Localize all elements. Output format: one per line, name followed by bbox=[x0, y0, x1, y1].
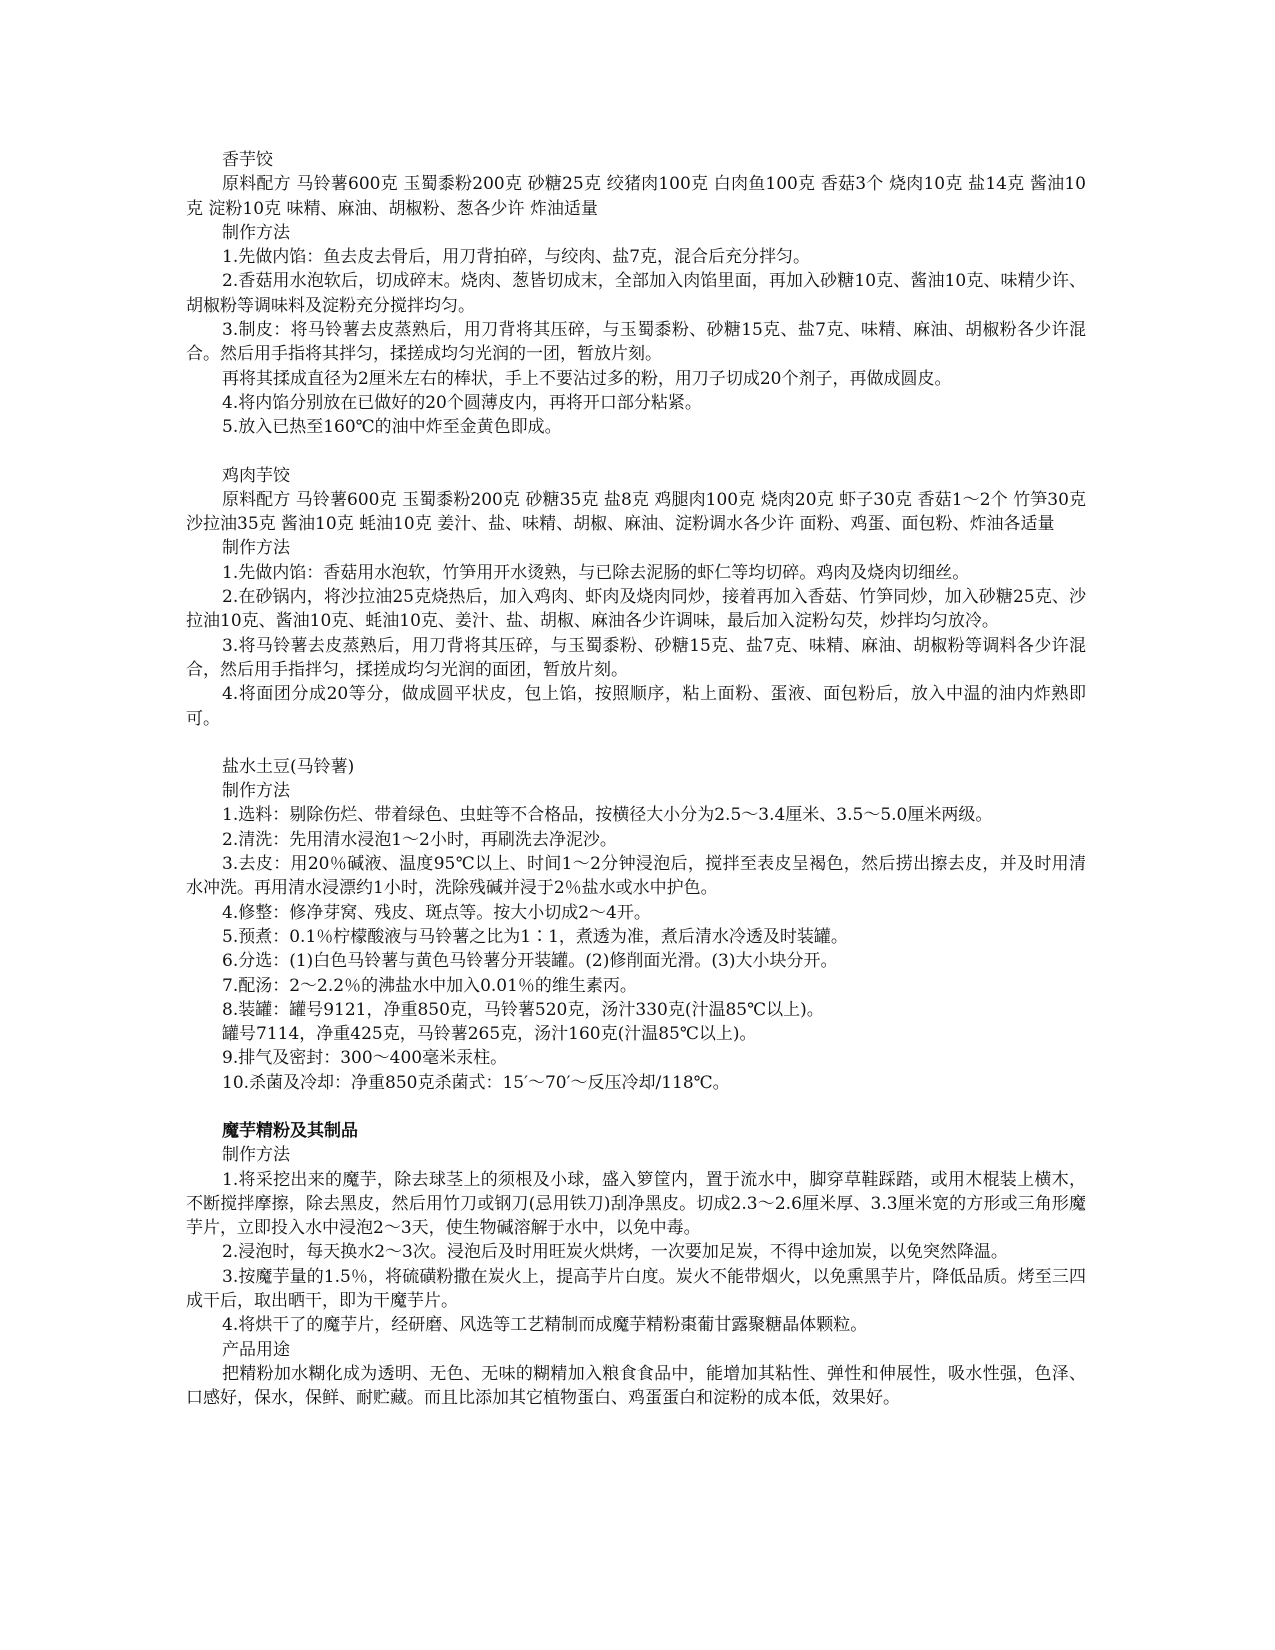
section-title: 鸡肉芋饺 bbox=[222, 465, 290, 486]
paragraph: 9.排气及密封：300～400毫米汞柱。 bbox=[222, 1048, 508, 1069]
paragraph: 4.将内馅分别放在已做好的20个圆薄皮内，再将开口部分粘紧。 bbox=[222, 392, 702, 413]
paragraph: 5.预煮：0.1％柠檬酸液与马铃薯之比为1∶1，煮透为准，煮后清水冷透及时装罐。 bbox=[222, 926, 848, 947]
paragraph: 6.分选：(1)白色马铃薯与黄色马铃薯分开装罐。(2)修削面光滑。(3)大小块分开。 bbox=[222, 951, 838, 972]
paragraph: 1.先做内馅：香菇用水泡软，竹笋用开水烫熟，与已除去泥肠的虾仁等均切碎。鸡肉及烧肉切细丝。 bbox=[222, 562, 970, 583]
paragraph: 1.选料：剔除伤烂、带着绿色、虫蛀等不合格品，按横径大小分为2.5～3.4厘米、3.5～5.0厘米两级。 bbox=[222, 805, 993, 826]
paragraph: 原料配方 马铃薯600克 玉蜀黍粉200克 砂糖35克 盐8克 鸡腿肉100克 烧肉20克 虾子30克 香菇1～2个 竹笋30克 沙拉油35克 酱油10克 蚝油10克 姜汁、盐、味精、胡椒、麻油、淀粉调水各少许 面粉、鸡蛋、面包粉、炸油各适量 bbox=[186, 489, 1086, 535]
paragraph: 3.将马铃薯去皮蒸熟后，用刀背将其压碎，与玉蜀黍粉、砂糖15克、盐7克、味精、麻油、胡椒粉等调料各少许混合，然后用手指拌匀，揉搓成均匀光润的面团，暂放片刻。 bbox=[186, 635, 1086, 680]
paragraph: 2.浸泡时，每天换水2～3次。浸泡后及时用旺炭火烘烤，一次要加足炭，不得中途加炭，以免突然降温。 bbox=[222, 1242, 1008, 1263]
paragraph: 把精粉加水糊化成为透明、无色、无味的糊精加入粮食食品中，能增加其粘性、弹性和伸展性，吸水性强，色泽、口感好，保水，保鲜、耐贮藏。而且比添加其它植物蛋白、鸡蛋蛋白和淀粉的成本低，效果好。 bbox=[186, 1363, 1086, 1409]
paragraph: 原料配方 马铃薯600克 玉蜀黍粉200克 砂糖25克 绞猪肉100克 白肉鱼100克 香菇3个 烧肉10克 盐14克 酱油10克 淀粉10克 味精、麻油、胡椒粉、葱各少许 炸油适量 bbox=[186, 174, 1086, 219]
document-page bbox=[186, 148, 1086, 1411]
paragraph: 2.在砂锅内，将沙拉油25克烧热后，加入鸡肉、虾肉及烧肉同炒，接着再加入香菇、竹笋同炒，加入砂糖25克、沙拉油10克、酱油10克、蚝油10克、姜汁、盐、胡椒、麻油各少许调味，最后加入淀粉勾芡，炒拌均匀放冷。 bbox=[186, 587, 1086, 632]
recipe-salted-potato bbox=[186, 755, 1086, 1095]
paragraph: 再将其揉成直径为2厘米左右的棒状，手上不要沾过多的粉，用刀子切成20个剂子，再做成圆皮。 bbox=[222, 368, 952, 389]
paragraph: 制作方法 bbox=[222, 1145, 290, 1166]
paragraph: 1.将采挖出来的魔芋，除去球茎上的须根及小球，盛入箩筐内，置于流水中，脚穿草鞋踩踏，或用木棍装上横木，不断搅拌摩擦，除去黑皮，然后用竹刀或钢刀(忌用铁刀)刮净黑皮。切成2.3～2.6厘米厚、3.3厘米宽的方形或三角形魔芋片，立即投入水中浸泡2～3天，使生物碱溶解于水中，以免中毒。 bbox=[186, 1169, 1086, 1239]
recipe-taro-dumpling bbox=[186, 148, 1086, 440]
paragraph: 3.制皮：将马铃薯去皮蒸熟后，用刀背将其压碎，与玉蜀黍粉、砂糖15克、盐7克、味精、麻油、胡椒粉各少许混合。然后用手指将其拌匀，揉搓成均匀光润的一团，暂放片刻。 bbox=[186, 320, 1086, 365]
recipe-chicken-taro-dumpling bbox=[186, 464, 1086, 731]
paragraph: 5.放入已热至160℃的油中炸至金黄色即成。 bbox=[222, 417, 562, 438]
paragraph: 8.装罐：罐号9121，净重850克，马铃薯520克，汤汁330克(汁温85℃以上)。 bbox=[222, 999, 824, 1020]
paragraph: 3.去皮：用20％碱液、温度95℃以上、时间1～2分钟浸泡后，搅拌至表皮呈褐色，然后捞出擦去皮，并及时用清水冲洗。再用清水浸漂约1小时，洗除残碱并浸于2％盐水或水中护色。 bbox=[186, 854, 1086, 899]
paragraph: 制作方法 bbox=[222, 222, 290, 243]
paragraph: 7.配汤：2～2.2％的沸盐水中加入0.01％的维生素丙。 bbox=[222, 975, 637, 996]
paragraph: 制作方法 bbox=[222, 538, 290, 559]
paragraph: 4.将烘干了的魔芋片，经研磨、风选等工艺精制而成魔芋精粉棗葡甘露聚糖晶体颗粒。 bbox=[222, 1315, 868, 1336]
paragraph: 1.先做内馅：鱼去皮去骨后，用刀背拍碎，与绞肉、盐7克，混合后充分拌匀。 bbox=[222, 247, 811, 268]
paragraph: 2.清洗：先用清水浸泡1～2小时，再刷洗去净泥沙。 bbox=[222, 829, 617, 850]
recipe-konjac-powder bbox=[186, 1119, 1086, 1411]
paragraph: 3.按魔芋量的1.5％，将硫磺粉撒在炭火上，提高芋片白度。炭火不能带烟火，以免熏黑芋片，降低品质。烤至三四成干后，取出晒干，即为干魔芋片。 bbox=[186, 1266, 1086, 1312]
paragraph: 4.修整：修净芽窝、残皮、斑点等。按大小切成2～4开。 bbox=[222, 902, 651, 923]
paragraph: 4.将面团分成20等分，做成圆平状皮，包上馅，按照顺序，粘上面粉、蛋液、面包粉后，放入中温的油内炸熟即可。 bbox=[186, 684, 1086, 729]
paragraph: 产品用途 bbox=[222, 1339, 290, 1360]
paragraph: 10.杀菌及冷却：净重850克杀菌式：15′～70′～反压冷却/118℃。 bbox=[222, 1072, 730, 1093]
section-title: 魔芋精粉及其制品 bbox=[222, 1120, 358, 1141]
section-title: 盐水土豆(马铃薯) bbox=[222, 756, 355, 777]
paragraph: 罐号7114，净重425克，马铃薯265克，汤汁160克(汁温85℃以上)。 bbox=[222, 1024, 757, 1045]
paragraph: 制作方法 bbox=[222, 781, 290, 802]
paragraph: 2.香菇用水泡软后，切成碎末。烧肉、葱皆切成末，全部加入肉馅里面，再加入砂糖10克、酱油10克、味精少许、胡椒粉等调味料及淀粉充分搅拌均匀。 bbox=[186, 271, 1086, 316]
section-title: 香芋饺 bbox=[222, 150, 273, 170]
